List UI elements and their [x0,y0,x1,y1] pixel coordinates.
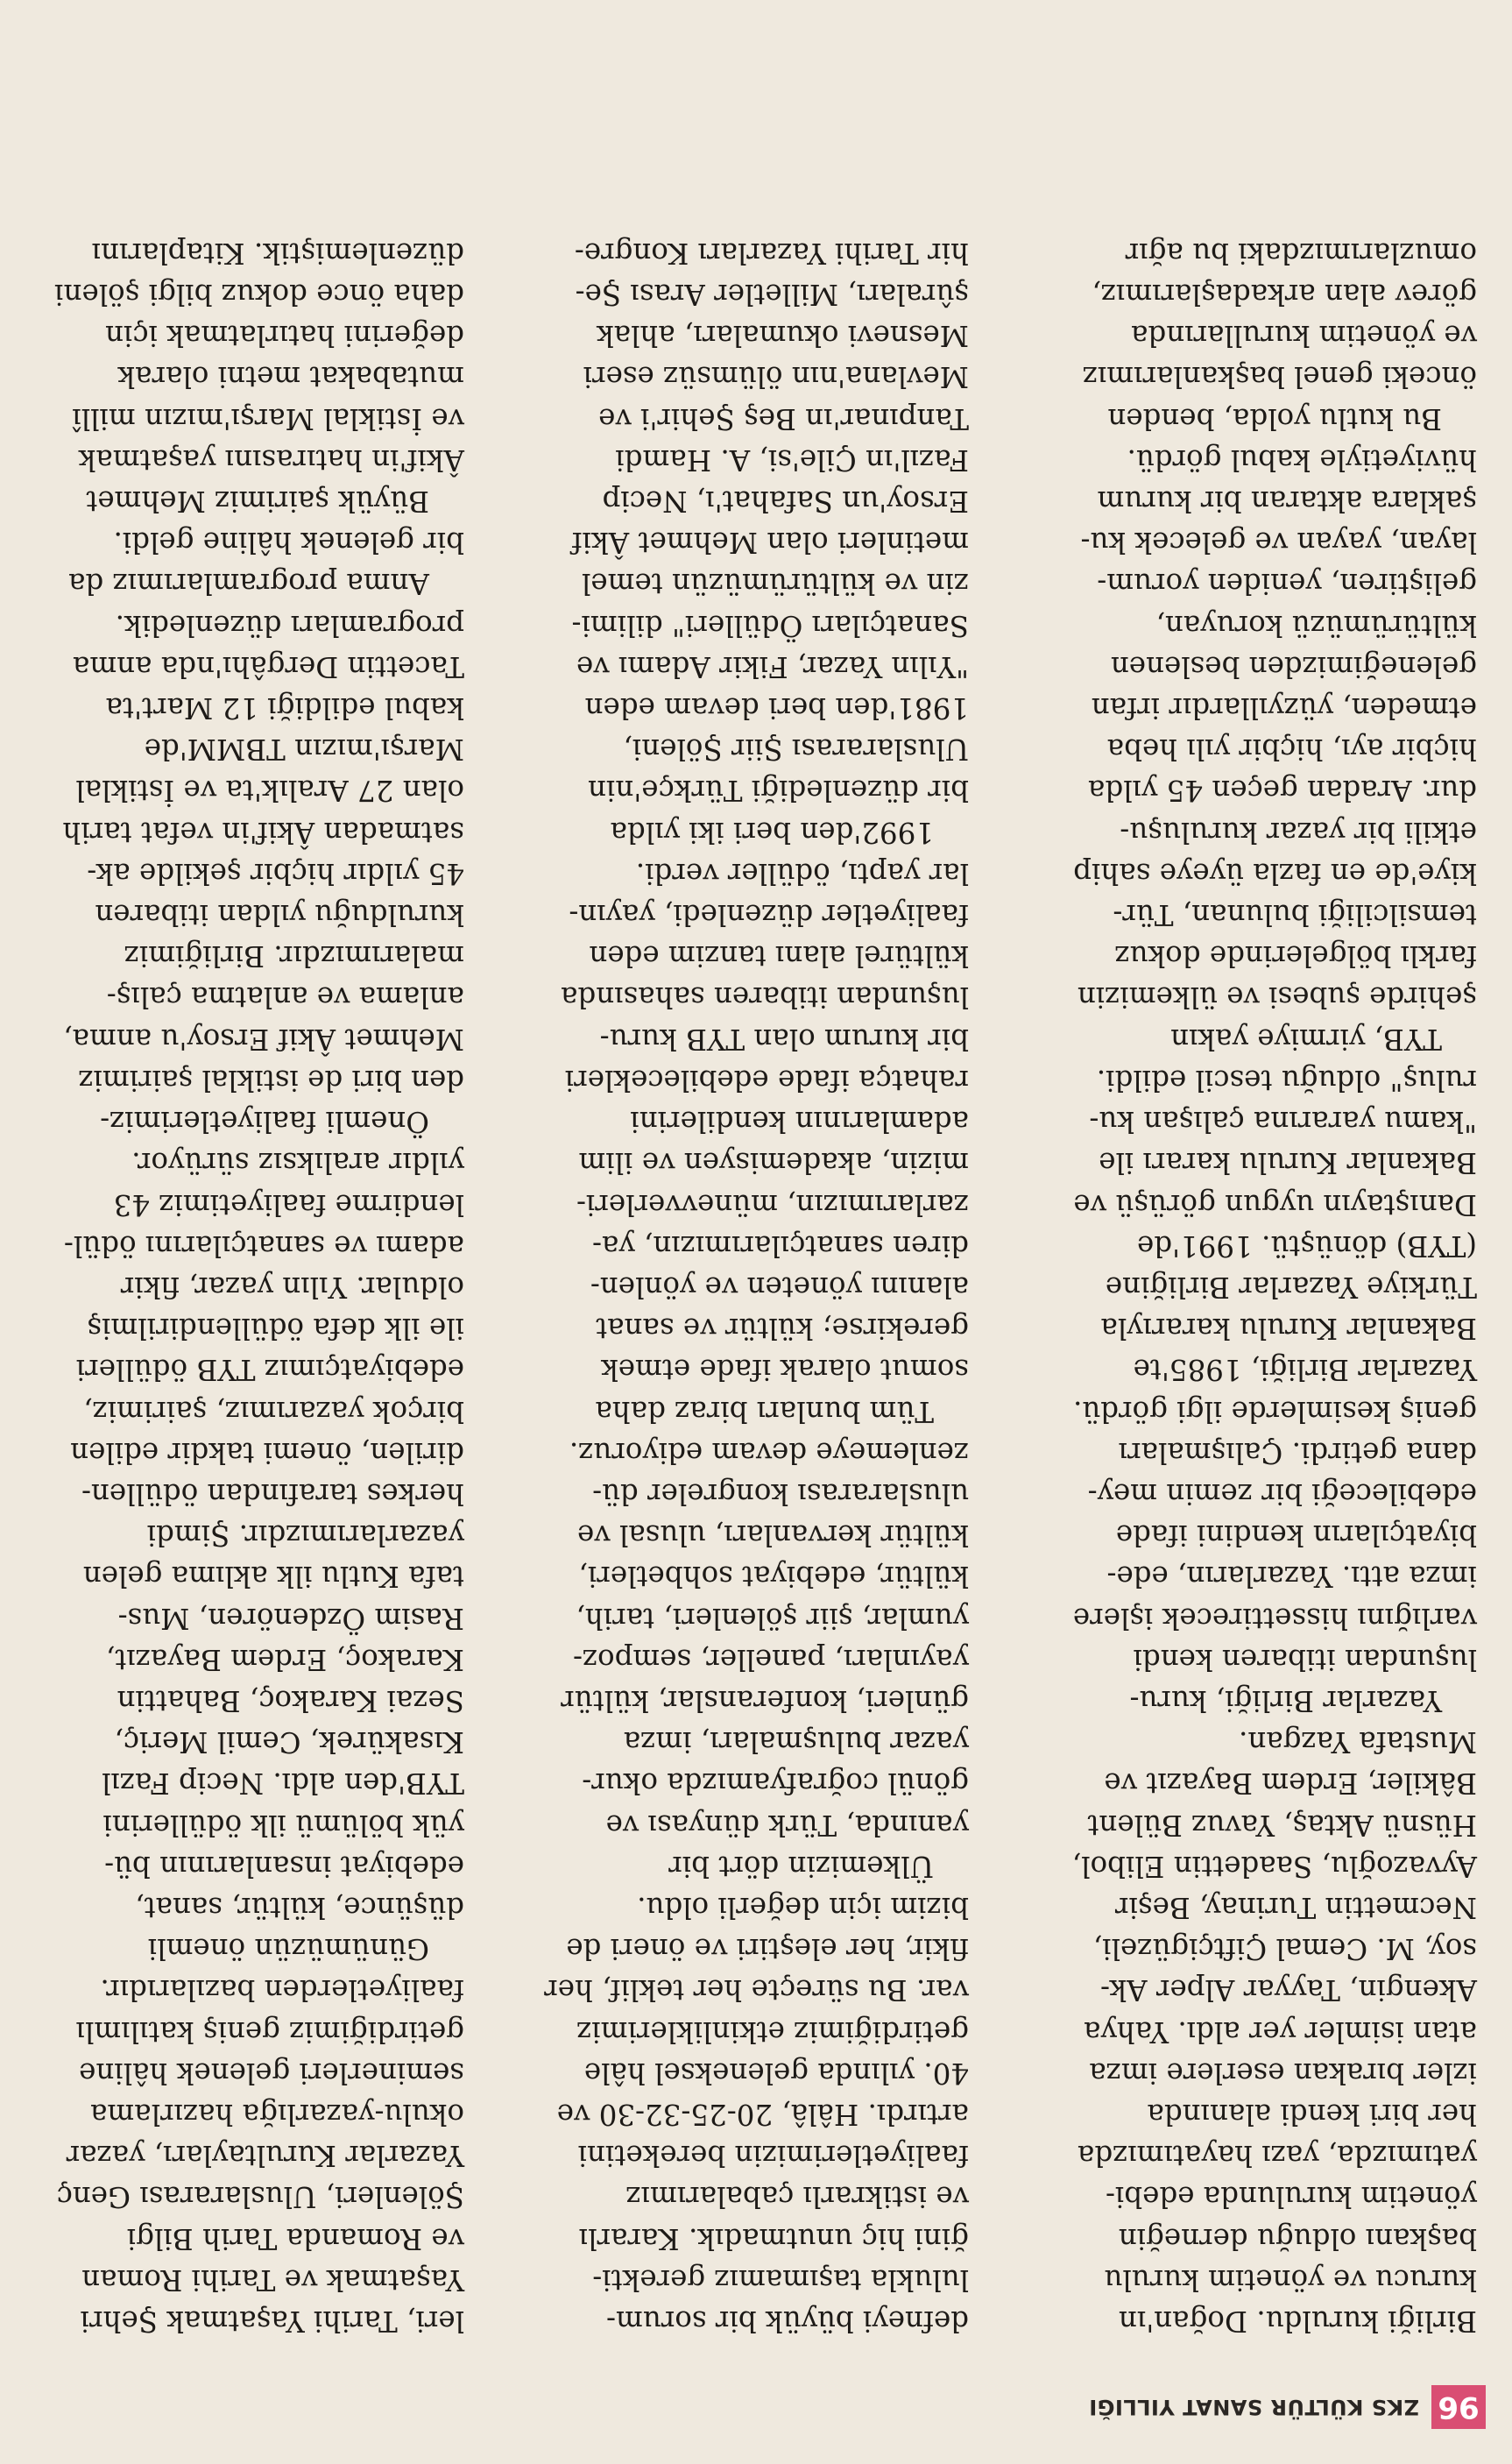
text-line: zarlarımızın, münevverleri- [576,1187,969,1221]
text-column-1 [1030,232,1477,2341]
text-line: etkili bir yazar kuruluşu- [1120,815,1477,849]
text-line: yanında, Türk dünyası ve [605,1808,969,1842]
text-line: 45 yıldır hiçbir şekilde ak- [87,856,464,890]
text-line: Türkiye Yazarlar Birliğine [1105,1270,1477,1304]
text-line: uluslararası kongreler dü- [592,1476,969,1511]
text-line: okulu-yazarlığa hazırlama [90,2097,464,2131]
text-line: 1981'den beri devam eden [584,691,969,726]
text-line: Bakanlar Kurulu kararıyla [1100,1312,1477,1346]
text-line: bir kurum olan TYB kuru- [599,1022,969,1056]
text-line: Mevlana'nın ölümsüz eseri [583,360,969,394]
text-line: zenlemeye devam ediyoruz. [569,1435,969,1469]
text-line: seminerleri gelenek hâline [79,2056,464,2090]
text-line: dirilen, önemi takdir edilen [70,1435,464,1469]
text-line: yumlar, şiir şölenleri, tarih, [576,1601,969,1635]
text-line: omuzlarımızdaki bu ağır [1125,236,1477,270]
page-number: 96 [1431,2385,1486,2429]
text-line: Önemli faaliyetlerimiz- [100,1105,429,1139]
text-line: gerekirse; kültür ve sanat [596,1312,969,1346]
text-line: faaliyetlerden bazılarıdır. [100,1973,464,2007]
text-line: Sezai Karakoç, Bahattin [117,1683,464,1717]
text-line: bizim için değerli oldu. [637,1890,969,1924]
text-line: hüviyetiyle kabul gördü. [1127,443,1477,477]
text-line: layan, yayan ve gelecek ku- [1080,526,1477,560]
text-line: artırdı. Hâlâ, 20-25-32-30 ve [556,2097,969,2131]
text-line: kiye'de en fazla üyeye sahip [1073,856,1477,890]
text-line: programları düzenledik. [115,608,464,642]
text-line: hiçbir ayı, hiçbir yılı heba [1106,733,1477,767]
text-line: yatımızda, yazı hayatımızda [1077,2139,1477,2173]
text-line: var. Bu süreçte her teklif, her [544,1973,969,2007]
text-line: edebileceği bir zemin mey- [1087,1476,1477,1511]
text-line: ve yönetim kurullarında [1131,319,1477,353]
text-line: anlama ve anlatma çalış- [106,981,464,1015]
text-line: Necmettin Turinay, Beşir [1115,1890,1477,1924]
text-line: Hüsnü Aktaş, Yavuz Bülent [1087,1808,1477,1842]
text-line: adamı ve sanatçılarını ödül- [63,1228,464,1263]
text-line: kültürel alanı tanzim eden [589,939,969,974]
text-line: günleri, konferanslar, kültür [561,1683,969,1717]
text-line: Mustafa Yazgan. [1239,1725,1477,1759]
text-line: kültür kervanları, ulusal ve [576,1519,969,1553]
text-line: daha önce dokuz bilgi şöleni [54,278,464,312]
text-line: yıldır aralıksız sürüyor. [131,1146,464,1180]
text-line: getirdiğimiz geniş katılımlı [75,2014,464,2049]
text-line: atan isimler yer aldı. Yahya [1084,2014,1477,2049]
text-line: mizin, akademisyen ve ilim [578,1146,969,1180]
text-line: Rasim Özdenören, Mus- [117,1601,464,1635]
text-line: Günümüzün önemli [147,1932,429,1966]
text-line: bir düzenlediği Türkçe'nin [588,774,969,808]
text-line: faaliyetlerimizin bereketini [577,2139,969,2173]
text-line: şehirde şubesi ve ülkemizin [1077,981,1477,1015]
text-line: Akengin, Tayyar Alper Ak- [1100,1973,1477,2007]
text-line: birçok yazarımız, şairimiz, [83,1394,464,1428]
text-line: lulukla taşımamız gerekti- [592,2262,969,2297]
text-line: Sanatçıları Ödülleri" dilimi- [571,608,969,642]
text-line: yazarlarımızdır. Şimdi [146,1519,464,1553]
running-head: ZKS KÜLTÜR SANAT YILLIĞI [1088,2395,1419,2419]
text-line: TYB'den aldı. Necip Fazıl [102,1767,464,1801]
text-line: oldular. Yılın yazar, fikir [120,1270,464,1304]
text-line: Büyük şairimiz Mehmet [86,485,429,519]
text-line: Karakoç, Erdem Bayazıt, [105,1642,464,1676]
text-line: biyatçıların kendini ifade [1115,1519,1477,1553]
text-line: Uluslararası Şiir Şöleni, [623,733,969,767]
text-line: zin ve kültürümüzün temel [582,567,969,601]
text-line: Anma programlarımız da [68,567,429,601]
text-line: Bakanlar Kurulu kararı ile [1099,1146,1477,1180]
text-line: alanını yöneten ve yönlen- [590,1270,969,1304]
text-line: Bâkiler, Erdem Bayazıt ve [1104,1767,1477,1801]
text-line: Âkif'in hatırasını yaşatmak [78,443,464,477]
text-line: Mesnevi okumaları, ahlak [597,319,969,353]
text-line: 1992'den beri iki yılda [610,815,934,849]
text-line: "Yılın Yazar, Fikir Adamı ve [576,649,969,683]
text-line: adamlarının kendilerini [630,1105,969,1139]
text-line: 40. yılında geleneksel hâle [583,2056,969,2090]
text-line: Fazıl'ın Çile'si, A. Hamdi [615,443,969,477]
text-line: şaklara aktaran bir kurum [1097,485,1477,519]
text-line: önceki genel başkanlarımız [1082,360,1477,394]
text-line: "kamu yararına çalışan ku- [1089,1105,1477,1139]
text-line: ve İstiklal Marşı'mızın millî [72,401,464,435]
text-line: geleneğimizden beslenen [1110,649,1477,683]
text-line: kültürümüzü koruyan, [1155,608,1477,642]
text-line: görev alan arkadaşlarımız, [1092,278,1477,312]
text-line: soy, M. Cemal Çiftçigüzeli, [1092,1932,1477,1966]
text-line: luşundan itibaren sahasında [561,981,969,1015]
text-line: defneyi büyük bir sorum- [606,2305,969,2338]
text-line: bir gelenek hâline geldi. [113,526,464,560]
text-line: Ersoy'un Safahat'ı, Necip [602,485,969,519]
text-line: lar yaptı, ödüller verdi. [635,856,969,890]
text-line: etmeden, yüzyıllardır irfan [1091,691,1477,726]
text-line: somut olarak ifade etmek [601,1353,969,1387]
text-line: değerini hatırlatmak için [105,319,464,353]
text-line: luşundan itibaren kendi [1133,1642,1477,1676]
text-line: den biri de istiklal şairimiz [78,1063,464,1097]
page-header [1089,2385,1486,2429]
text-line: herkes tarafından ödüllen- [81,1476,464,1511]
text-line: diren sanatçılarımızın, ya- [592,1228,969,1263]
text-line: Yazarlar Birliği, 1985'te [1133,1353,1477,1387]
text-line: edebiyat insanlarının bü- [104,1849,464,1883]
text-line: Marşı'mızın TBMM'de [144,733,464,767]
text-line: fikir, her eleştiri ve öneri de [566,1932,969,1966]
text-line: temsilciliği bulunan, Tür- [1113,898,1477,932]
text-line: lendirme faaliyetimiz 43 [113,1187,464,1221]
text-line: Yazarlar Birliği, kuru- [1129,1683,1442,1717]
text-line: kurucu ve yönetim kurulu [1104,2262,1477,2297]
text-line: Tüm bunları biraz daha [595,1394,934,1428]
text-line: dana getirdi. Çalışmaları [1118,1435,1477,1469]
text-line: yayınları, paneller, sempoz- [573,1642,969,1676]
text-line: tafa Kutlu ilk aklıma gelen [82,1560,464,1594]
text-line: Şölenleri, Uluslararası Genç [56,2180,464,2214]
text-line: yük bölümü ilk ödüllerini [102,1808,464,1842]
text-line: Bu kutlu yolda, benden [1107,401,1442,435]
text-line: varlığını hissettirecek işlere [1072,1601,1477,1635]
text-line: Tacettin Dergâhı'nda anma [73,649,464,683]
text-line: her biri kendi alanında [1147,2097,1477,2131]
text-line: gönül coğrafyamızda okur- [582,1767,969,1801]
text-line: Birliği kuruldu. Doğan'ın [1118,2305,1477,2338]
text-line: metinleri olan Mehmet Âkif [571,526,969,560]
text-line: ile ilk defa ödüllendirilmiş [87,1312,464,1346]
text-line: ruluş" olduğu tescil edildi. [1096,1063,1477,1097]
text-line: başkanı olduğu derneğin [1118,2221,1477,2255]
text-line: ve Romanda Tarih Bilgi [126,2221,464,2255]
text-line: kabul edildiği 12 Mart'ta [105,691,464,726]
text-line: ğini hiç unutmadık. Kararlı [578,2221,969,2255]
text-line: yönetim kurulunda edebi- [1105,2180,1477,2214]
text-line: leri, Tarihi Yaşatmak Şehri [80,2305,464,2338]
text-line: imza attı. Yazarların, ede- [1106,1560,1477,1594]
text-line: Danıştayın uygun görüşü ve [1073,1187,1477,1221]
text-line: faaliyetler düzenledi, yayın- [569,898,969,932]
text-line: mutabakat metni olarak [117,360,464,394]
text-line: olan 27 Aralık'ta ve İstiklal [75,774,464,808]
text-line: şûraları, Milletler Arası Şe- [575,278,969,312]
text-line: Kısakürek, Cemil Meriç, [114,1725,464,1759]
text-line: kurulduğu yıldan itibaren [95,898,464,932]
text-line: yazar buluşmaları, imza [623,1725,969,1759]
text-line: düzenlemiştik. Kitaplarını [91,236,464,270]
text-line: farklı bölgelerinde dokuz [1114,939,1477,974]
text-line: geniş kesimlerde ilgi gördü. [1072,1394,1477,1428]
text-line: Ayvazoğlu, Saadettin Elibol, [1071,1849,1477,1883]
text-line: kültür, edebiyat sohbetleri, [578,1560,969,1594]
text-line: hir Tarihi Yazarları Kongre- [574,236,969,270]
text-line: izler bırakan eserlere imza [1089,2056,1477,2090]
text-column-2 [522,232,969,2341]
text-line: satmadan Âkif'in vefat tarih [62,815,464,849]
text-line: düşünce, kültür, sanat, [135,1890,464,1924]
text-line: getirdiğimiz etkinliklerimiz [576,2014,969,2049]
text-line: geliştiren, yeniden yorum- [1097,567,1477,601]
text-line: Yazarlar Kurultayları, yazar [66,2139,464,2173]
text-line: malarımızdır. Birliğimiz [124,939,464,974]
text-line: TYB, yirmiye yakın [1170,1022,1442,1056]
text-line: dur. Aradan geçen 45 yılda [1088,774,1477,808]
text-line: Ülkemizin dört bir [668,1849,934,1883]
text-line: edebiyatçımız TYB ödülleri [75,1353,464,1387]
text-line: rahatça ifade edebilecekleri [564,1063,969,1097]
text-line: Mehmet Âkif Ersoy'u anma, [63,1022,464,1056]
text-line: Tanpınar'ın Beş Şehir'i ve [598,401,969,435]
text-column-3 [18,232,464,2341]
text-line: Yaşatmak ve Tarihi Roman [81,2262,464,2297]
text-line: (TYB) dönüştü. 1991'de [1137,1228,1477,1263]
text-line: ve istikrarlı çabalarımız [625,2180,969,2214]
